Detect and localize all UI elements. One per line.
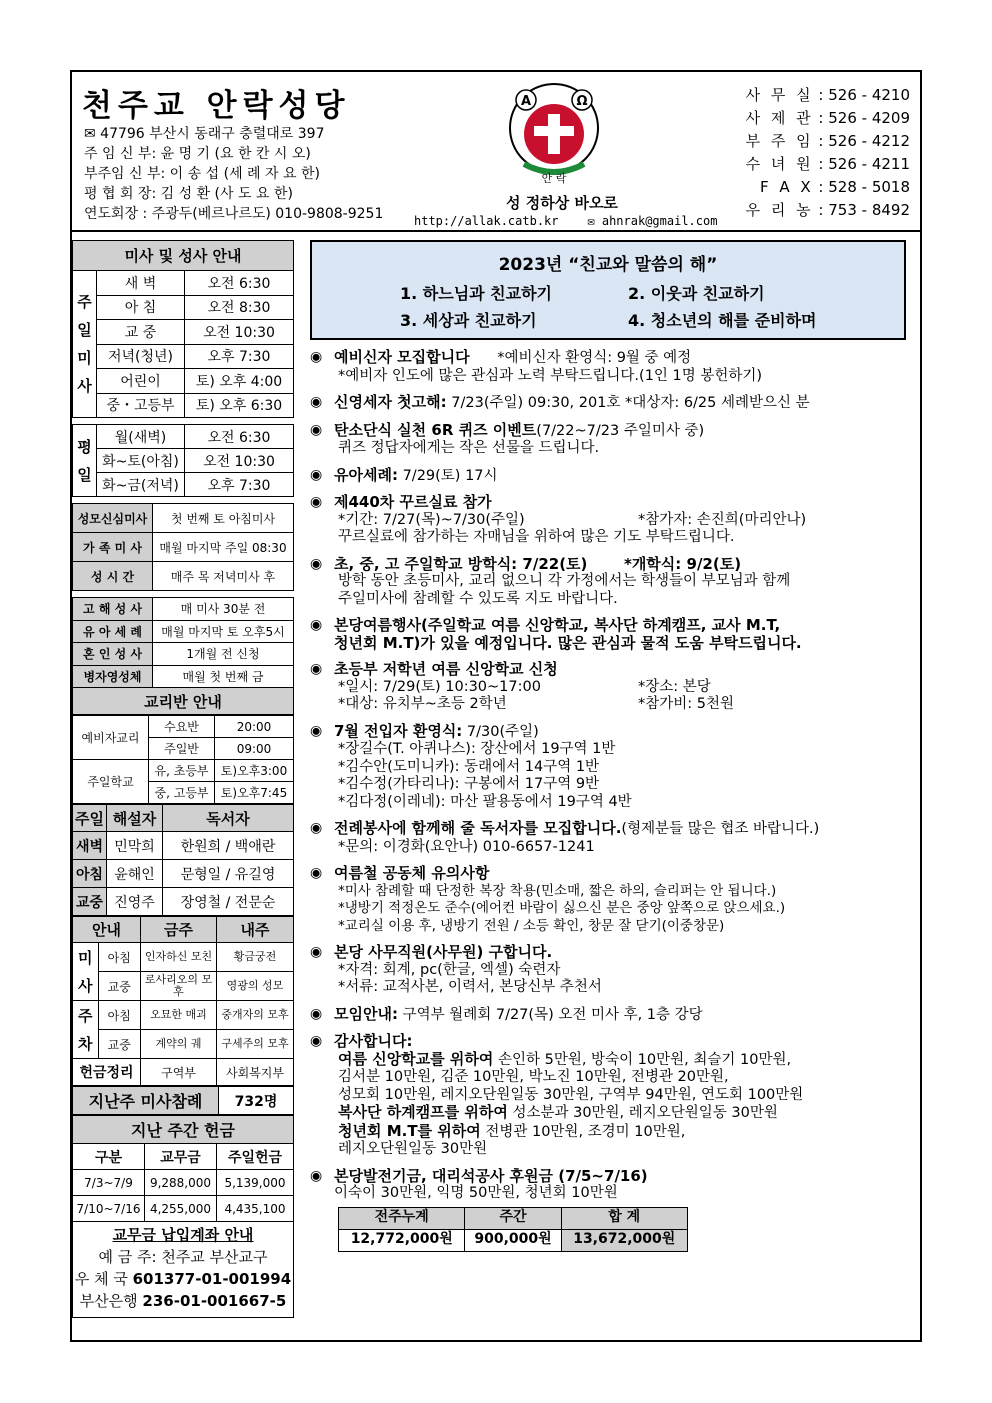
parish-logo-icon [504,80,604,188]
sunday-mass-label: 주 일 미 사 [73,271,97,418]
mass-time: 오전 6:30 [185,271,294,296]
news-development-fund: ◉ 본당발전기금, 대리석공사 후원금 (7/5~7/16) 이숙이 30만원, 익명 50만원, 청년회 10만원 [310,1166,648,1201]
guide-next: 영광의 성모 [217,972,294,1001]
guide-label-b: 주 차 [73,1001,99,1059]
contact-links [414,214,717,228]
council-president: 평 협 회 장: 김 성 환 (사 도 요 한) [84,186,293,202]
collection-cell: 9,288,000 [145,1170,217,1196]
offering-next: 사회복지부 [217,1059,294,1086]
mass-time: 오전 10:30 [185,449,294,473]
bullet-icon: ◉ [310,1005,323,1022]
mass-name: 저녁(청년) [97,344,185,369]
news-list [308,349,914,1252]
special-mass-table [72,503,294,591]
readers-mass: 새벽 [73,832,107,860]
mass-time: 오전 8:30 [185,295,294,320]
special-name: 성 시 간 [73,562,153,591]
logo-caption: 안 락 [541,172,567,185]
guide-week: 계약의 궤 [141,1030,217,1059]
collection-cell: 4,435,100 [217,1196,294,1222]
sacrament-value: 매월 마지막 토 오후5시 [153,620,294,643]
special-name: 성모신심미사 [73,504,153,533]
mass-time: 오전 6:30 [185,425,294,449]
mass-name: 화~금(저녁) [97,473,185,497]
phone-office: 사 무 실 : 526 - 4210 [745,86,910,104]
banner-title: 2023년 “친교와 말씀의 해” [498,255,718,275]
account-title: 교무금 납입계좌 안내 [112,1226,254,1244]
news-cursillo: ◉ 제440차 꾸르실료 참가 *기간: 7/27(목)~7/30(주일) *참가자: 손진희(마리안나) 꾸르실료에 참가하는 자매님을 위하여 많은 기도 부탁드립니다. [310,493,807,545]
news-office-staff: ◉ 본당 사무직원(사무원) 구합니다. *자격: 회계, pc(한글, 엑셀) 숙련자 *서류: 교적사본, 이력서, 본당신부 추천서 [310,943,602,995]
goal-item: 3. 세상과 친교하기 [400,311,537,330]
special-value: 첫 번째 토 아침미사 [153,504,294,533]
catechism-group: 주일학교 [73,760,149,804]
bullet-icon: ◉ [310,617,323,633]
news-faith-school: ◉ 초등부 저학년 여름 신앙학교 신청 *일시: 7/29(토) 10:30~17:00 *장소: 본당 *대상: 유치부~초등 2학년 *참가비: 5천원 [310,660,735,712]
logo-omega: Ω [576,94,588,109]
guide-week: 오묘한 매괴 [141,1001,217,1030]
collection-title: 지난 주간 헌금 [73,1116,294,1144]
news-infant-baptism: ◉ 유아세례: 7/29(토) 17시 [310,465,498,484]
mass-name: 어린이 [97,369,185,394]
collection-cell: 7/3~7/9 [73,1170,145,1196]
fund-value: 900,000원 [465,1229,561,1251]
catechism-group: 예비자교리 [73,716,149,760]
mass-schedule-title: 미사 및 성사 안내 [73,241,294,271]
collection-table [72,1115,294,1222]
fund-total: 13,672,000원 [561,1229,687,1251]
phone-assistant: 부 주 임 : 526 - 4212 [745,132,910,150]
right-column [308,240,914,1252]
sacrament-name: 유 아 세 례 [73,620,153,643]
guide-mass: 아침 [98,1001,141,1030]
account-box [72,1222,294,1318]
attendance-value: 732명 [219,1087,294,1115]
sacrament-name: 고 해 성 사 [73,598,153,621]
mass-name: 아 침 [97,295,185,320]
guide-week: 로사리오의 모후 [141,972,217,1001]
weekday-mass-label: 평 일 [73,425,97,497]
guide-mass: 교중 [98,972,141,1001]
weekday-mass-table [72,424,294,497]
news-thanks: ◉ 감사합니다: 여름 신앙학교를 위하여 손인하 5만원, 방숙이 10만원, 최슬기 10만원, 김서분 10만원, 김준 10만원, 박노진 10만원, 전병관 20만원, 성모회 10만원, 레지오단원일동 30만원, 구역부 94만원, 연도회 100만원 복사단 하계캠프를 위하여 성소분과 30만원, 레지오단원일동 30만원 청년회 M.T를 위하여 전병관 10만원, 조경미 10만원, 레지오단원일동 30만원 [310,1032,804,1157]
guide-header-week: 금주 [141,917,217,943]
special-name: 가 족 미 사 [73,533,153,562]
catechism-class: 주일반 [149,738,215,760]
sacrament-name: 병자영성체 [73,665,153,688]
mass-name: 새 벽 [97,271,185,296]
catechism-time: 토)오후7:45 [215,782,294,804]
sacrament-table [72,597,294,715]
catechism-class: 수요반 [149,716,215,738]
readers-mass: 아침 [73,860,107,888]
readers-header-commentator: 해설자 [107,805,163,832]
bullet-icon: ◉ [310,349,323,365]
collection-header: 교무금 [145,1144,217,1170]
guide-header: 안내 [73,917,141,943]
guide-next: 중개자의 모후 [217,1001,294,1030]
fund-value: 12,772,000원 [339,1229,465,1251]
mass-time: 오후 7:30 [185,473,294,497]
mass-name: 월(새벽) [97,425,185,449]
catechism-time: 20:00 [215,716,294,738]
guide-next: 구세주의 모후 [217,1030,294,1059]
website-link[interactable]: http://allak.catb.kr [414,214,559,228]
readers-commentator: 윤해인 [107,860,163,888]
news-school-vacation: ◉ 초, 중, 고 주일학교 방학식: 7/22(토) *개학식: 9/2(토) 방학 동안 초등미사, 교리 없으니 각 가정에서는 학생들이 부모님과 함께 주일미사에 참례할 수 있도록 지도 바랍니다. [310,554,791,607]
goal-item: 1. 하느님과 친교하기 [400,284,552,303]
banner-goals [400,281,856,331]
special-value: 매월 마지막 주일 08:30 [153,533,294,562]
mass-name: 교 중 [97,320,185,345]
parish-name: 성 정하상 바오로 [506,194,618,212]
phone-convent: 수 녀 원 : 526 - 4211 [745,155,910,173]
collection-header: 주일헌금 [217,1144,294,1170]
attendance-label: 지난주 미사참례 [73,1087,219,1115]
news-carbon-quiz: ◉ 탄소단식 실천 6R 퀴즈 이벤트(7/22~7/23 주일미사 중) 퀴즈 정답자에게는 작은 선물을 드립니다. [310,420,705,456]
left-column [72,240,294,1318]
news-reader-recruit: ◉ 전례봉사에 함께해 줄 독서자를 모집합니다.(형제분들 많은 협조 바랍니다.) *문의: 이경화(요안나) 010-6657-1241 [310,819,820,855]
guide-label-a: 미 사 [73,943,99,1001]
sacrament-name: 혼 인 성 사 [73,643,153,666]
assistant-pastor: 부주임 신 부: 이 송 섭 (세 례 자 요 한) [84,166,320,182]
guide-mass: 교중 [98,1030,141,1059]
mass-time: 토) 오후 4:00 [185,369,294,394]
catechism-title: 교리반 안내 [73,688,294,715]
bulletin-frame [70,70,922,1342]
collection-header: 구분 [73,1144,145,1170]
special-value: 매주 목 저녁미사 후 [153,562,294,591]
news-meeting: ◉ 모임안내: 구역부 월례회 7/27(목) 오전 미사 후, 1층 강당 [310,1004,703,1023]
bullet-icon: ◉ [310,820,323,836]
catechism-class: 유, 초등부 [149,760,215,782]
readers-reader: 한원희 / 백애란 [163,832,294,860]
bullet-icon: ◉ [310,661,323,677]
collection-cell: 5,139,000 [217,1170,294,1196]
news-newcomers: ◉ 7월 전입자 환영식: 7/30(주일) *장길수(T. 아퀴나스): 장산에서 19구역 1반 *김수안(도미니카): 동래에서 14구역 1반 *김수정(가타리나): 구봉에서 17구역 9반 *김다정(이레네): 마산 팔용동에서 19구역 4반 [310,721,632,810]
fund-table [338,1207,688,1252]
phone-urinong: 우 리 농 : 753 - 8492 [745,201,910,219]
news-catechumen: ◉ 예비신자 모집합니다 *예비신자 환영식: 9월 중 예정 *예비자 인도에 많은 관심과 노력 부탁드립니다.(1인 1명 봉헌하기) [310,348,763,384]
phone-rectory: 사 제 관 : 526 - 4209 [745,109,910,127]
readers-commentator: 민막희 [107,832,163,860]
address: ✉ 47796 부산시 동래구 충렬대로 397 [84,126,325,142]
bullet-icon: ◉ [310,944,323,960]
attendance-table [72,1086,294,1115]
bullet-icon: ◉ [310,722,323,739]
mass-name: 화~토(아침) [97,449,185,473]
catechism-table [72,715,294,804]
mass-time: 오후 7:30 [185,344,294,369]
news-summer-events: ◉ 본당여름행사(주일학교 여름 신앙학교, 복사단 하계캠프, 교사 M.T, 청년회 M.T)가 있을 예정입니다. 많은 관심과 물적 도움 부탁드립니다. [310,616,802,652]
readers-header-mass: 주일 [73,805,107,832]
account-post: 우 체 국 601377-01-001994 [74,1270,292,1288]
phone-list [746,84,910,222]
news-summer-notes: ◉ 여름철 공동체 유의사항 *미사 참례할 때 단정한 복장 착용(민소매, 짧은 하의, 슬리퍼는 안 됩니다.) *냉방기 적정온도 준수(에어컨 바람이 싫으신 분은 중앙 앞쪽으로 앉으세요.) *교리실 이용 후, 냉방기 전원 / 소등 확인, 창문 잘 닫기(이중창문) [310,864,786,934]
collection-cell: 4,255,000 [145,1196,217,1222]
bullet-icon: ◉ [310,494,323,510]
sacrament-value: 1개월 전 신청 [153,643,294,666]
goal-item: 2. 이웃과 친교하기 [628,284,765,303]
logo-alpha: A [520,94,532,109]
account-bank: 부산은행 236-01-001667-5 [79,1292,287,1310]
bullet-icon: ◉ [310,394,323,410]
readers-mass: 교중 [73,888,107,916]
sacrament-value: 매월 첫 번째 금 [153,665,294,688]
fund-header: 주간 [465,1207,561,1229]
guide-week: 인자하신 모친 [141,943,217,972]
account-holder: 예 금 주: 천주교 부산교구 [98,1248,268,1266]
bullet-icon: ◉ [310,1167,323,1184]
church-title: 천주교 안락성당 [82,88,351,124]
email-link[interactable]: ✉ ahnrak@gmail.com [587,214,718,228]
bullet-icon: ◉ [310,466,323,483]
offering-week: 구역부 [141,1059,217,1086]
yeondo-chairman: 연도회장 : 주광두(베르나르도) 010-9808-9251 [84,206,384,222]
readers-reader: 장영철 / 전문순 [163,888,294,916]
mass-schedule-table [72,240,294,418]
guide-table [72,916,294,1086]
guide-next: 황금궁전 [217,943,294,972]
goal-item: 4. 청소년의 해를 준비하며 [628,311,817,330]
offering-label: 헌금정리 [73,1059,141,1086]
readers-reader: 문형일 / 유길영 [163,860,294,888]
church-info [84,124,383,224]
readers-header-reader: 독서자 [163,805,294,832]
phone-fax: F A X : 528 - 5018 [759,178,910,196]
mass-time: 토) 오후 6:30 [185,393,294,418]
readers-commentator: 진영주 [107,888,163,916]
fund-header: 합 계 [561,1207,687,1229]
bullet-icon: ◉ [310,555,323,572]
catechism-time: 09:00 [215,738,294,760]
mass-name: 중・고등부 [97,393,185,418]
pastor: 주 임 신 부: 윤 명 기 (요 한 칸 시 오) [84,146,311,162]
mass-time: 오전 10:30 [185,320,294,345]
fund-header: 전주누계 [339,1207,465,1229]
bullet-icon: ◉ [310,1033,323,1049]
news-first-confession: ◉ 신영세자 첫고해: 7/23(주일) 09:30, 201호 *대상자: 6/25 세례받으신 분 [310,393,810,411]
guide-mass: 아침 [98,943,141,972]
collection-cell: 7/10~7/16 [73,1196,145,1222]
catechism-time: 토)오후3:00 [215,760,294,782]
header [72,72,920,232]
guide-header-next: 내주 [217,917,294,943]
catechism-class: 중, 고등부 [149,782,215,804]
bullet-icon: ◉ [310,421,323,438]
bullet-icon: ◉ [310,865,323,881]
readers-table [72,804,294,916]
sacrament-value: 매 미사 30분 전 [153,598,294,621]
year-banner [310,240,906,340]
